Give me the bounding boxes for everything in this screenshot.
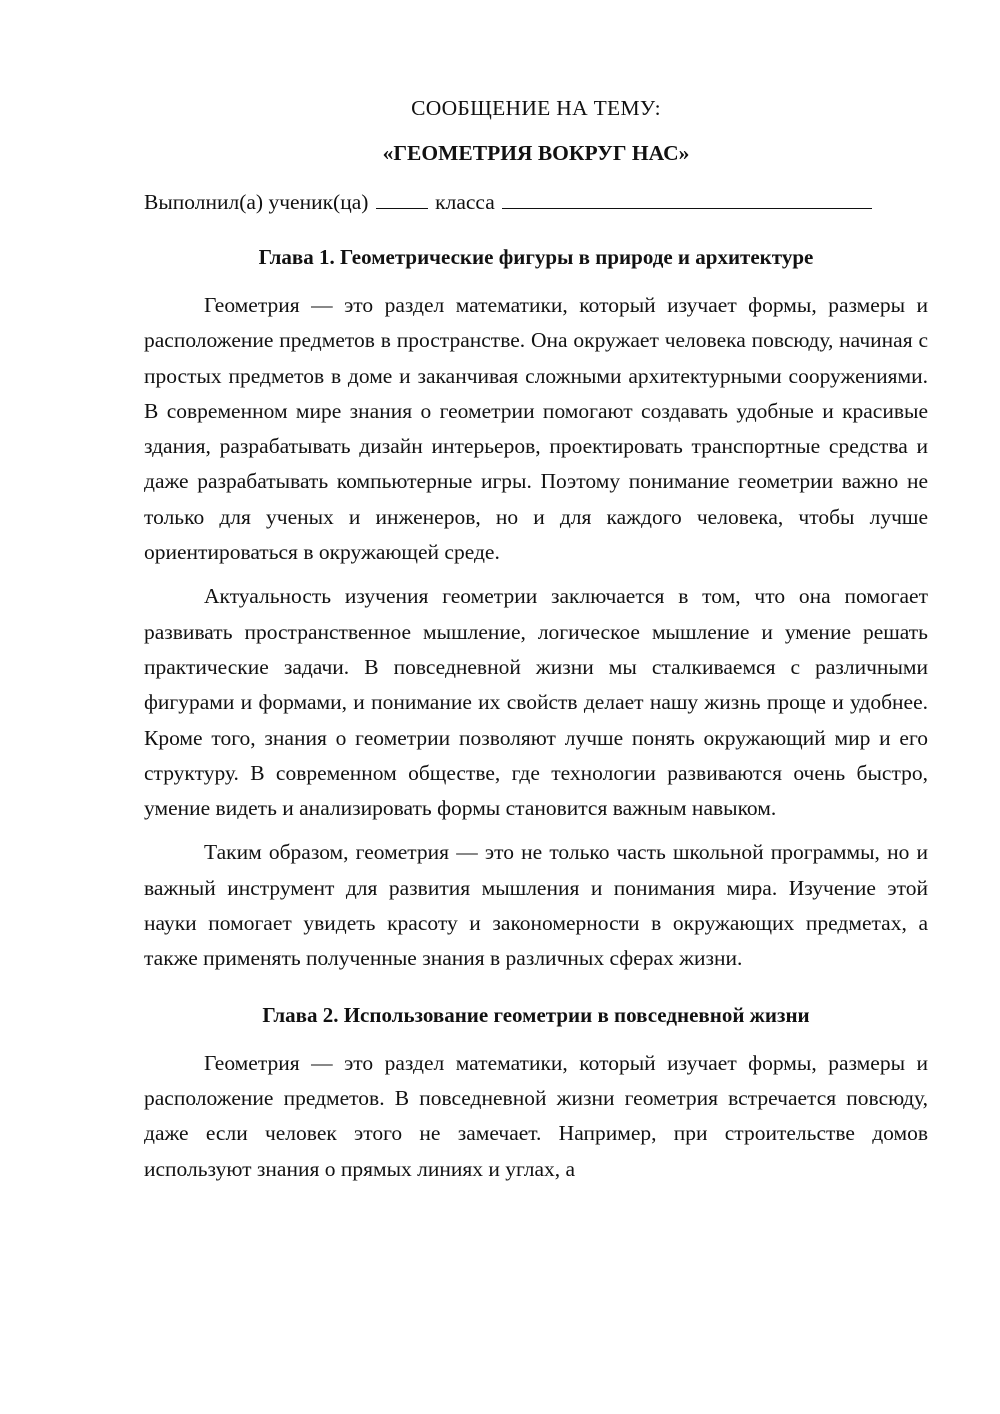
chapter-1-paragraph-1: Геометрия — это раздел математики, который изучает формы, размеры и расположение предметов в пространстве. Она окружает человека повсюду, начиная с простых предметов в доме и заканчивая сложными архитектурными сооружениями. В современном мире знания о геометрии помогают создавать удобные и красивые здания, разрабатывать дизайн интерьеров, проектировать транспортные средства и даже разрабатывать компьютерные игры. Поэтому понимание геометрии важно не только для ученых и инженеров, но и для каждого человека, чтобы лучше ориентироваться в окружающей среде. — [144, 293, 928, 565]
chapter-1-paragraph-2: Актуальность изучения геометрии заключается в том, что она помогает развивать пространственное мышление, логическое мышление и умение решать практические задачи. В повседневной жизни мы сталкиваемся с различными фигурами и формами, и понимание их свойств делает нашу жизнь проще и удобнее. Кроме того, знания о геометрии позволяют лучше понять окружающий мир и его структуру. В современном обществе, где технологии развиваются очень быстро, умение видеть и анализировать формы становится важным навыком. — [144, 584, 928, 821]
author-prefix: Выполнил(а) ученик(ца) — [144, 190, 369, 214]
chapter-2-paragraph-1: Геометрия — это раздел математики, который изучает формы, размеры и расположение предметов. В повседневной жизни геометрия встречается повсюду, даже если человек этого не замечает. Например, при строительстве домов используют знания о прямых линиях и углах, а — [144, 1050, 928, 1181]
class-word: класса — [435, 190, 495, 214]
author-line — [144, 184, 928, 220]
chapter-2-heading: Глава 2. Использование геометрии в повседневной жизни — [262, 1002, 810, 1027]
chapter-1-heading: Глава 1. Геометрические фигуры в природе и архитектуре — [258, 245, 814, 269]
report-type-heading: СООБЩЕНИЕ НА ТЕМУ: — [411, 96, 661, 120]
document-page — [144, 90, 928, 1187]
name-blank — [502, 186, 872, 209]
class-number-blank — [376, 186, 428, 209]
chapter-1-paragraph-3: Таким образом, геометрия — это не только часть школьной программы, но и важный инструмент для развития мышления и понимания мира. Изучение этой науки помогает увидеть красоту и закономерности в окружающих предметах, а также применять полученные знания в различных сферах жизни. — [144, 840, 928, 971]
report-title: «ГЕОМЕТРИЯ ВОКРУГ НАС» — [382, 141, 690, 165]
